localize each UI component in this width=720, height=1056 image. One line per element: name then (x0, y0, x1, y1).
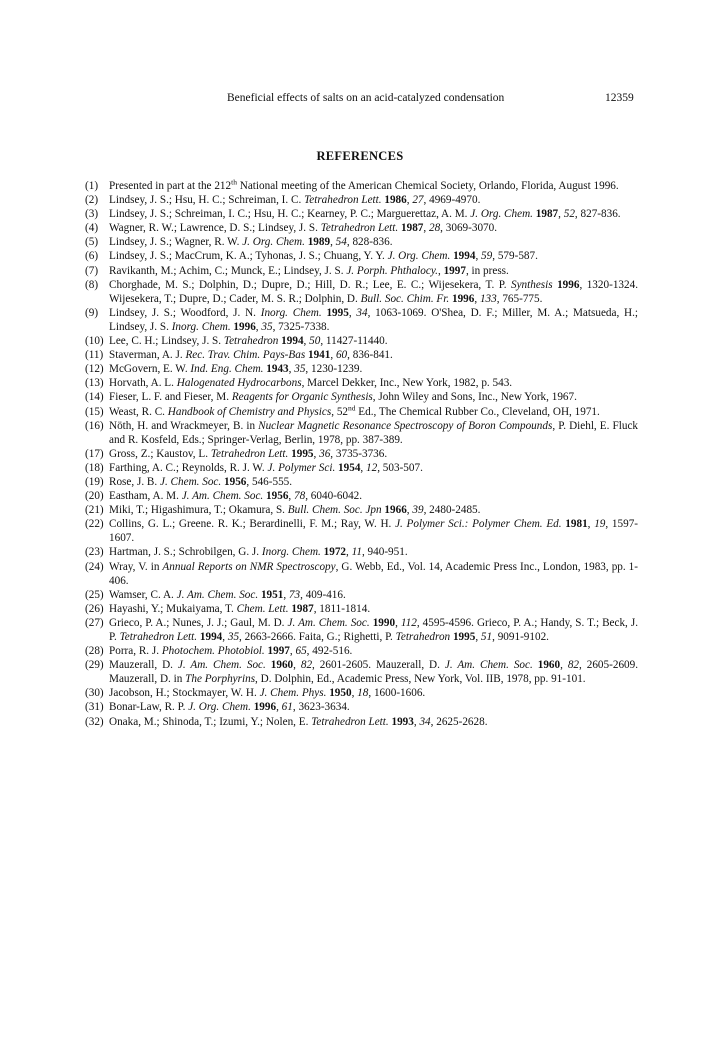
reference-item (85, 376, 638, 390)
reference-item (85, 715, 638, 729)
reference-segment: Farthing, A. C.; Reynolds, R. J. W. (109, 461, 268, 474)
references-heading: REFERENCES (316, 149, 404, 163)
reference-text (109, 462, 423, 474)
reference-item (85, 402, 638, 419)
reference-text (109, 307, 638, 333)
reference-segment: , 828-836. (346, 236, 393, 249)
reference-text (109, 377, 512, 389)
reference-segment: , 3069-3070. (440, 222, 498, 235)
reference-number: (8) (85, 278, 99, 291)
reference-segment: , 409-416. (300, 588, 346, 601)
reference-number: (2) (85, 194, 99, 207)
reference-number: (14) (85, 391, 104, 404)
reference-segment: 1993 (391, 715, 414, 728)
reference-number: (29) (85, 659, 104, 672)
reference-number: (10) (85, 335, 104, 348)
reference-segment: J. Porph. Phthalocy. (346, 264, 438, 277)
reference-text (109, 402, 600, 418)
reference-segment: Rec. Trav. Chim. Pays-Bas (185, 349, 306, 362)
reference-segment: 1987 (401, 222, 424, 235)
reference-segment: , (276, 701, 282, 714)
reference-segment: , (560, 659, 568, 672)
reference-item (85, 475, 638, 489)
reference-segment: Photochem. Photobiol. (161, 645, 265, 658)
reference-text (109, 659, 638, 685)
reference-segment: , 3735-3736. (330, 447, 388, 460)
reference-segment: 1966 (384, 504, 407, 517)
reference-segment: Reagents for Organic Synthesis (231, 391, 373, 404)
reference-segment: Ravikanth, M.; Achim, C.; Munck, E.; Lindsey, J. S. (109, 264, 347, 277)
reference-segment: , John Wiley and Sons, Inc., New York, 1967. (372, 391, 577, 404)
reference-segment: 1994 (281, 335, 304, 348)
reference-number: (16) (85, 419, 104, 432)
reference-segment: 1994 (199, 631, 223, 643)
reference-segment: Bull. Soc. Chim. Fr. (360, 292, 450, 305)
reference-text (109, 589, 346, 601)
reference-text (109, 476, 292, 488)
reference-segment: 52 (563, 208, 575, 221)
reference-segment: Rose, J. B. (109, 475, 160, 488)
reference-segment: , (222, 631, 228, 643)
reference-segment: , 1600-1606. (368, 687, 426, 700)
reference-item (85, 306, 638, 334)
reference-text (109, 335, 388, 347)
reference-number: (6) (85, 250, 99, 263)
reference-text (109, 603, 370, 615)
reference-segment: Bonar-Law, R. P. (109, 701, 189, 714)
reference-segment: , 1063-1069. O'Shea, D. F.; Miller, M. A.; Matsueda, H.; Lindsey, J. S. (109, 306, 639, 333)
reference-number: (21) (85, 504, 104, 517)
reference-segment: Tetrahedron Lett. (320, 222, 399, 235)
reference-segment: , (413, 715, 420, 728)
reference-segment: J. Org. Chem. (470, 208, 533, 221)
reference-segment: , 546-555. (246, 475, 293, 488)
reference-item (85, 390, 638, 404)
reference-item (85, 278, 638, 306)
reference-segment: Ed., The Chemical Rubber Co., Cleveland, OH, 1971. (355, 405, 600, 418)
reference-number: (26) (85, 602, 104, 615)
reference-segment: , 503-507. (377, 461, 423, 474)
reference-segment: , 6040-6042. (305, 490, 363, 503)
reference-segment: Fieser, L. F. and Fieser, M. (109, 391, 232, 404)
reference-text (109, 617, 638, 643)
reference-item (85, 545, 638, 559)
reference-segment: , 579-587. (492, 250, 538, 263)
running-header (0, 92, 720, 108)
reference-segment: , 2663-2666. Faita, G.; Righetti, P. (239, 631, 396, 643)
reference-number: (20) (85, 490, 104, 503)
reference-segment: J. Am. Chem. Soc. (176, 588, 259, 601)
reference-segment: Lindsey, J. S.; Hsu, H. C.; Schreiman, I. C. (109, 194, 305, 207)
reference-segment: Grieco, P. A.; Nunes, J. J.; Gaul, M. D. (109, 616, 288, 629)
reference-segment: J. Am. Chem. Soc. (181, 490, 264, 503)
reference-segment: , 1597-1607. (109, 518, 639, 545)
reference-segment: 112 (400, 616, 417, 629)
reference-item (85, 179, 638, 193)
reference-segment: , (423, 222, 429, 235)
reference-segment: 1986 (384, 194, 407, 207)
reference-segment: 1941 (307, 349, 331, 362)
reference-text (109, 546, 408, 558)
reference-segment: , (587, 518, 595, 531)
reference-number: (24) (85, 560, 104, 573)
reference-segment: Hartman, J. S.; Schrobilgen, G. J. (109, 546, 262, 559)
reference-segment: J. Org. Chem. (188, 701, 251, 714)
reference-segment: , 2625-2628. (430, 715, 488, 728)
reference-segment: 35 (227, 631, 240, 643)
reference-segment: , 52 (331, 405, 348, 418)
reference-segment: , (255, 320, 262, 333)
reference-number: (30) (85, 687, 104, 700)
reference-segment: 1987 (535, 208, 559, 221)
reference-segment: Lindsey, J. S.; Woodford, J. N. (109, 306, 261, 319)
reference-segment: 133 (479, 292, 497, 305)
reference-segment: , 2480-2485. (423, 504, 481, 517)
reference-segment: J. Org. Chem. (242, 236, 305, 249)
reference-segment: 51 (480, 631, 493, 643)
reference-segment: , 4969-4970. (423, 194, 481, 207)
reference-text (109, 250, 538, 262)
reference-segment: J. Am. Chem. Soc. (177, 659, 266, 672)
reference-segment: 82 (300, 659, 313, 672)
reference-segment: Lee, C. H.; Lindsey, J. S. (109, 335, 224, 348)
reference-segment: , 2601-2605. Mauzerall, D. (312, 659, 445, 672)
reference-segment: Staverman, A. J. (109, 349, 186, 362)
reference-segment: 35 (294, 363, 306, 376)
reference-number: (11) (85, 349, 104, 362)
reference-number: (27) (85, 616, 104, 629)
reference-segment: , 2605-2609. Mauzerall, D. in (109, 659, 639, 686)
reference-segment: , (475, 631, 481, 643)
reference-item (85, 334, 638, 348)
reference-segment: 1995 (291, 447, 314, 460)
reference-segment: , P. Diehl, E. Fluck and R. Kosfeld, Eds.; Springer-Verlag, Berlin, 1978, pp. 387-389. (109, 419, 639, 446)
reference-number: (9) (85, 306, 99, 319)
reference-text (109, 279, 638, 305)
reference-segment: 18 (357, 687, 369, 700)
reference-segment: , (558, 208, 564, 221)
reference-segment: J. Chem. Soc. (159, 475, 222, 488)
reference-segment: , (351, 687, 358, 700)
reference-segment: 12 (366, 461, 378, 474)
reference-item (85, 221, 638, 235)
reference-segment: Nöth, H. and Wrackmeyer, B. in (109, 419, 259, 432)
reference-segment: J. Am. Chem. Soc. (444, 659, 533, 672)
page-number: 12359 (605, 92, 634, 104)
reference-list (85, 179, 638, 729)
reference-text (109, 561, 638, 587)
reference-segment: , (395, 616, 401, 629)
reference-segment: Bull. Chem. Soc. Jpn (287, 504, 382, 517)
reference-segment: 73 (288, 588, 301, 601)
reference-segment: Lindsey, J. S.; Schreiman, I. C.; Hsu, H. C.; Kearney, P. C.; Marguerettaz, A. M. (109, 208, 471, 221)
reference-item (85, 700, 638, 714)
reference-segment: , D. Dolphin, Ed., Academic Press, New York, Vol. IIB, 1978, pp. 91-101. (255, 673, 586, 686)
reference-segment: , 1811-1814. (313, 602, 371, 615)
reference-segment: Tetrahedron Lett. (210, 447, 289, 460)
reference-segment: 1996 (233, 320, 256, 333)
reference-segment: 54 (335, 236, 347, 249)
reference-number: (7) (85, 264, 99, 277)
reference-segment: , (288, 363, 295, 376)
reference-text (109, 645, 352, 657)
reference-segment: 1996 (253, 701, 277, 714)
reference-segment: Synthesis (510, 278, 553, 291)
reference-segment: Inorg. Chem. (261, 546, 321, 559)
reference-segment: J. Polymer Sci. (267, 461, 336, 474)
reference-segment: Tetrahedron (395, 631, 451, 643)
reference-number: (17) (85, 447, 104, 460)
reference-number: (4) (85, 222, 99, 235)
reference-segment: Wray, V. in (109, 560, 163, 573)
reference-segment: 1995 (326, 306, 349, 319)
reference-segment: Nuclear Magnetic Resonance Spectroscopy of Boron Compounds (258, 419, 553, 432)
reference-text (109, 701, 350, 713)
reference-segment: , (293, 659, 301, 672)
reference-item (85, 193, 638, 207)
reference-segment: , 11427-11440. (320, 335, 388, 348)
reference-item (85, 560, 638, 588)
reference-item (85, 235, 638, 249)
reference-item (85, 588, 638, 602)
reference-segment: Handbook of Chemistry and Physics (167, 405, 332, 418)
reference-segment: 1943 (266, 363, 289, 376)
reference-segment: 28 (428, 222, 441, 235)
reference-number: (15) (85, 405, 104, 418)
reference-segment: Tetrahedron (223, 335, 279, 348)
reference-segment: J. Polymer Sci.: Polymer Chem. Ed. (395, 518, 562, 531)
reference-segment: , (303, 335, 310, 348)
reference-number: (31) (85, 701, 104, 714)
reference-segment: , (330, 236, 336, 249)
reference-segment: , (406, 504, 413, 517)
reference-segment: nd (348, 402, 356, 412)
reference-number: (18) (85, 461, 104, 474)
reference-segment: 1972 (323, 546, 346, 559)
reference-text (109, 448, 387, 460)
reference-segment: , (475, 250, 482, 263)
reference-segment: 50 (309, 335, 321, 348)
reference-text (109, 194, 480, 206)
reference-segment: 1989 (307, 236, 331, 249)
reference-item (85, 207, 638, 221)
reference-segment: 1997 (443, 264, 466, 277)
reference-item (85, 348, 638, 362)
reference-segment: 1997 (267, 645, 290, 658)
reference-segment: , (283, 588, 289, 601)
reference-segment: , (288, 490, 294, 503)
reference-segment: 36 (319, 447, 331, 460)
reference-segment: National meeting of the American Chemical Society, Orlando, Florida, August 1996. (236, 180, 619, 192)
running-title: Beneficial effects of salts on an acid-catalyzed condensation (227, 92, 505, 104)
reference-segment: 1951 (260, 588, 284, 601)
reference-segment: 1981 (565, 518, 588, 531)
reference-segment: 59 (481, 250, 493, 263)
reference-segment: Inorg. Chem. (171, 320, 231, 333)
reference-segment: 1990 (372, 616, 396, 629)
reference-segment: Chem. Lett. (236, 602, 289, 615)
reference-text (109, 349, 393, 361)
reference-text (109, 716, 488, 728)
reference-segment: J. Org. Chem. (387, 250, 451, 263)
reference-item (85, 264, 638, 278)
reference-text (109, 504, 480, 516)
reference-segment: J. Chem. Phys. (259, 687, 327, 700)
reference-text (109, 222, 497, 234)
reference-segment: 1956 (224, 475, 247, 488)
reference-segment: 78 (294, 490, 306, 503)
reference-segment: , Marcel Dekker, Inc., New York, 1982, p. 543. (301, 377, 513, 390)
reference-number: (25) (85, 588, 104, 601)
reference-segment: , 1230-1239. (305, 363, 363, 376)
reference-segment: 1960 (537, 659, 561, 672)
reference-item (85, 362, 638, 376)
reference-segment: 1995 (452, 631, 476, 643)
reference-segment: , 765-775. (496, 292, 543, 305)
reference-item (85, 249, 638, 263)
reference-segment: Lindsey, J. S.; Wagner, R. W. (109, 236, 243, 249)
reference-number: (3) (85, 208, 99, 221)
reference-segment: , (348, 306, 357, 319)
reference-item (85, 686, 638, 700)
reference-segment: Hayashi, Y.; Mukaiyama, T. (109, 602, 237, 615)
reference-segment: McGovern, E. W. (109, 363, 191, 376)
reference-number: (19) (85, 475, 104, 488)
reference-segment: Porra, R. J. (109, 645, 162, 658)
reference-segment: Presented in part at the 212 (109, 180, 232, 192)
reference-item (85, 489, 638, 503)
reference-segment: , G. Webb, Ed., Vol. 14, Academic Press Inc., London, 1983, pp. 1-406. (109, 560, 639, 587)
reference-segment: , (330, 349, 336, 362)
reference-segment: th (231, 177, 237, 187)
reference-segment: 19 (594, 518, 606, 531)
reference-segment: , 827-836. (574, 208, 621, 221)
reference-segment: 1994 (453, 250, 476, 263)
reference-segment: Halogenated Hydrocarbons (176, 377, 302, 390)
reference-text (109, 420, 638, 446)
reference-number: (13) (85, 377, 104, 390)
reference-segment: Lindsey, J. S.; MacCrum, K. A.; Tyhonas, J. S.; Chuang, Y. Y. (109, 250, 388, 263)
reference-segment: 82 (567, 659, 580, 672)
reference-text (109, 208, 621, 220)
reference-number: (23) (85, 546, 104, 559)
reference-segment: , (437, 264, 444, 277)
reference-segment: 65 (295, 645, 307, 658)
reference-segment: 11 (351, 546, 362, 559)
reference-text (109, 265, 509, 277)
reference-number: (12) (85, 363, 104, 376)
reference-segment: , 4595-4596. Grieco, P. A.; Handy, S. T.; Beck, J. P. (109, 616, 639, 643)
reference-segment: , 1320-1324. Wijesekera, T.; Dupre, D.; Cader, M. S. R.; Dolphin, D. (109, 278, 638, 305)
reference-segment: J. Am. Chem. Soc. (287, 616, 370, 629)
reference-segment: 61 (281, 701, 293, 714)
reference-segment: , 940-951. (361, 546, 408, 559)
reference-segment: 1996 (557, 278, 580, 291)
reference-segment: 27 (412, 194, 424, 207)
reference-segment: Weast, R. C. (109, 405, 168, 418)
reference-item (85, 447, 638, 461)
reference-segment: Ind. Eng. Chem. (190, 363, 264, 376)
reference-item (85, 602, 638, 616)
reference-segment: Inorg. Chem. (260, 306, 322, 319)
reference-item (85, 461, 638, 475)
reference-number: (32) (85, 715, 104, 728)
reference-segment: Eastham, A. M. (109, 490, 182, 503)
reference-item (85, 419, 638, 447)
reference-segment: 1987 (291, 602, 314, 615)
reference-segment: 1950 (329, 687, 352, 700)
reference-segment: 1956 (266, 490, 289, 503)
reference-segment: , (346, 546, 352, 559)
reference-item (85, 616, 638, 644)
reference-item (85, 658, 638, 686)
reference-segment: Wagner, R. W.; Lawrence, D. S.; Lindsey, J. S. (109, 222, 321, 235)
reference-segment: Gross, Z.; Kaustov, L. (109, 447, 211, 460)
reference-number: (22) (85, 518, 104, 531)
reference-segment: , in press. (465, 264, 509, 277)
reference-segment: , 9091-9102. (492, 631, 549, 643)
reference-item (85, 517, 638, 545)
reference-segment: 1960 (270, 659, 294, 672)
reference-text (109, 236, 393, 248)
reference-segment: Wamser, C. A. (109, 588, 177, 601)
reference-segment: , 3623-3634. (292, 701, 350, 714)
reference-segment: Horvath, A. L. (109, 377, 177, 390)
reference-text (109, 177, 619, 192)
reference-segment: Mauzerall, D. (109, 659, 178, 672)
reference-segment: Chorghade, M. S.; Dolphin, D.; Dupre, D.; Hill, D. R.; Lee, E. C.; Wijesekera, T. P. (109, 278, 511, 291)
reference-segment: Collins, G. L.; Greene. R. K.; Berardinelli, F. M.; Ray, W. H. (109, 518, 396, 531)
reference-number: (1) (85, 180, 99, 192)
reference-segment: 1954 (338, 461, 361, 474)
reference-segment: Onaka, M.; Shinoda, T.; Izumi, Y.; Nolen, E. (109, 715, 312, 728)
reference-segment: 39 (412, 504, 424, 517)
reference-segment: 34 (419, 715, 431, 728)
reference-segment: , 836-841. (347, 349, 393, 362)
reference-segment: Jacobson, H.; Stockmayer, W. H. (109, 687, 260, 700)
reference-segment: , (360, 461, 367, 474)
reference-segment: 60 (335, 349, 348, 362)
reference-text (109, 391, 577, 403)
reference-segment: , (313, 447, 320, 460)
reference-number: (28) (85, 645, 104, 658)
reference-segment: Tetrahedron Lett. (304, 194, 382, 207)
reference-segment: Tetrahedron Lett. (311, 715, 389, 728)
reference-item (85, 644, 638, 658)
reference-text (109, 518, 638, 544)
reference-segment: 1996 (451, 292, 475, 305)
reference-segment: , (289, 645, 296, 658)
reference-segment: , (474, 292, 480, 305)
reference-segment: Tetrahedron Lett. (119, 631, 198, 643)
reference-text (109, 490, 362, 502)
reference-segment: Annual Reports on NMR Spectroscopy (162, 560, 336, 573)
reference-segment: , 492-516. (306, 645, 353, 658)
reference-segment: , 7325-7338. (272, 320, 330, 333)
reference-segment: , (406, 194, 413, 207)
reference-segment: Miki, T.; Higashimura, T.; Okamura, S. (109, 504, 288, 517)
reference-segment: The Porphyrins (185, 673, 256, 686)
reference-text (109, 687, 425, 699)
reference-text (109, 363, 362, 375)
reference-item (85, 503, 638, 517)
reference-segment: 35 (261, 320, 273, 333)
reference-number: (5) (85, 236, 99, 249)
reference-segment: 34 (356, 306, 368, 319)
